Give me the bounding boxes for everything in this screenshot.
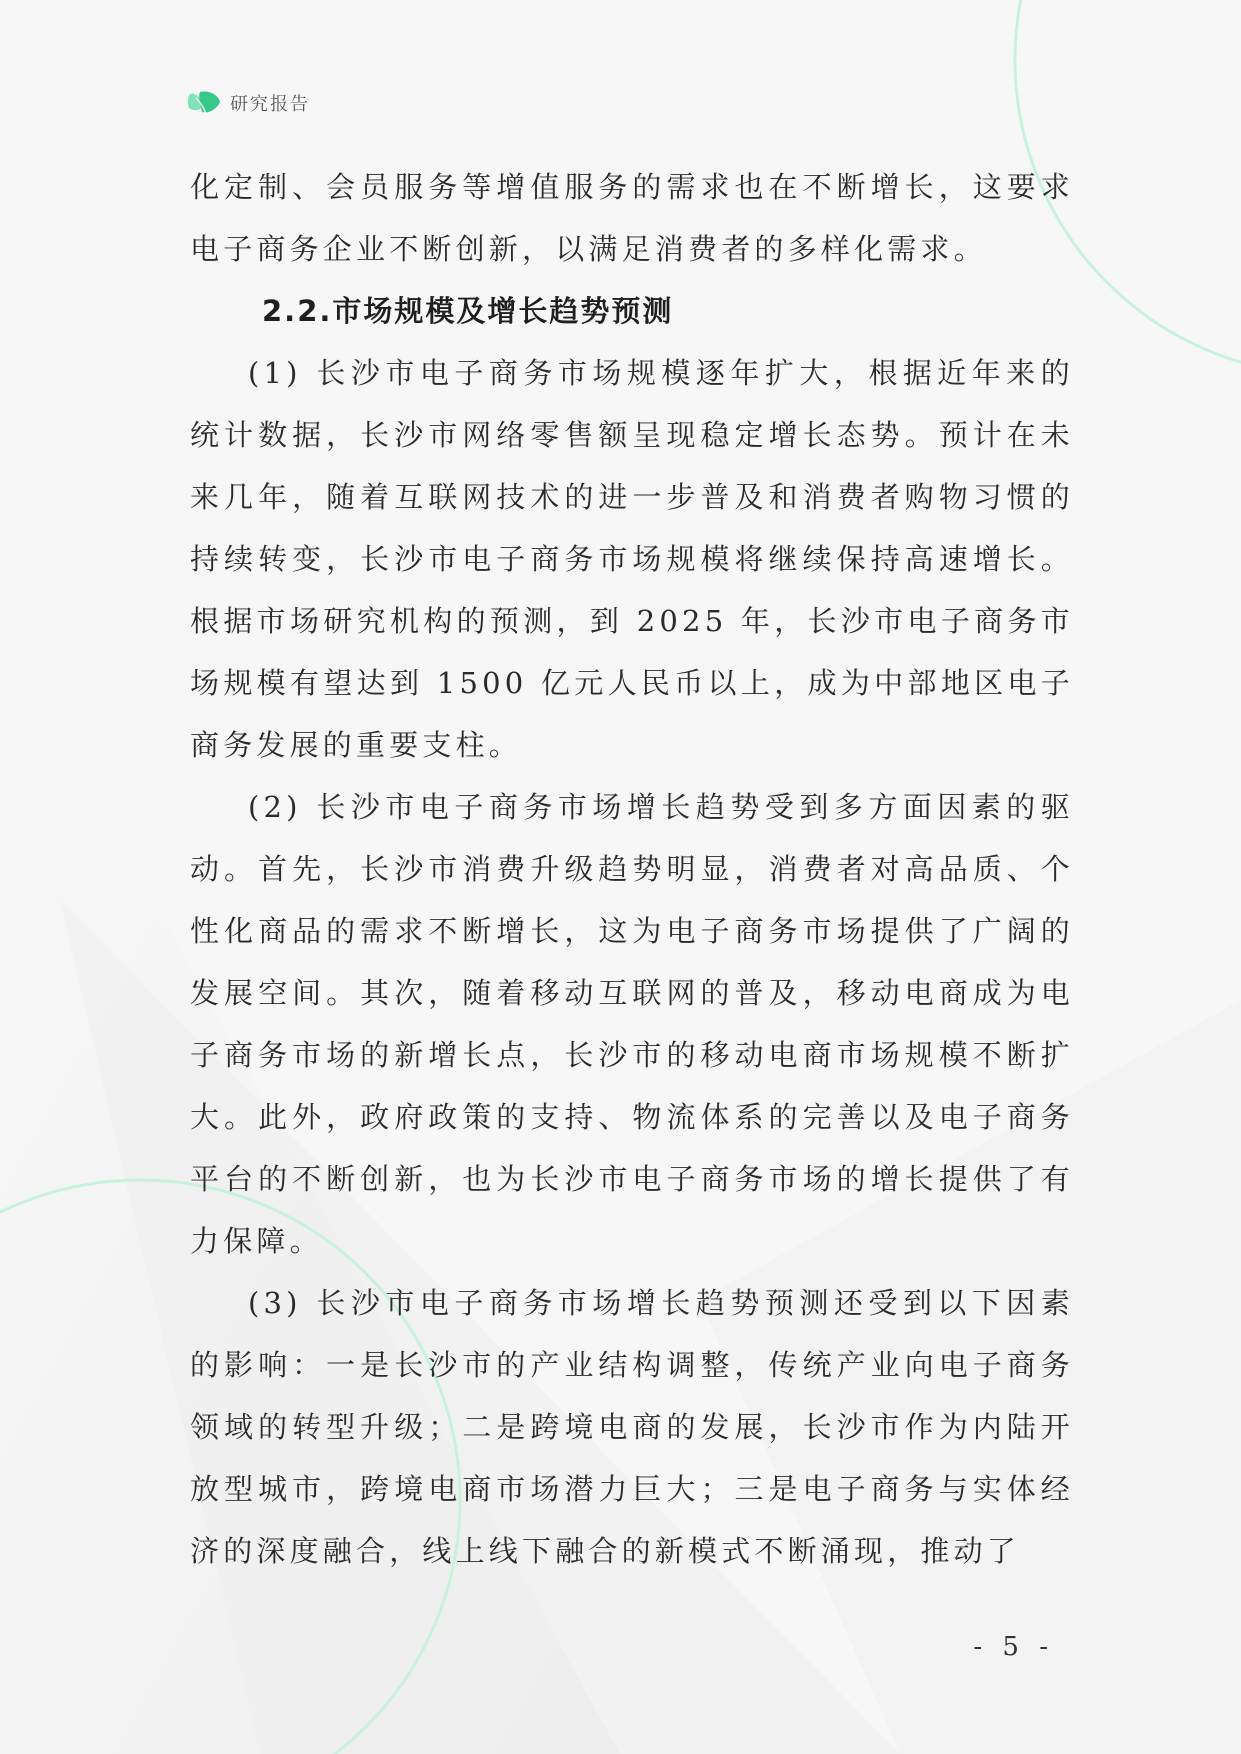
paragraph-3: (3) 长沙市电子商务市场增长趋势预测还受到以下因素的影响：一是长沙市的产业结构调整，传统产业向电子商务领域的转型升级；二是跨境电商的发展，长沙市作为内陆开放型城市，跨境电商市场潜力巨大；三是电子商务与实体经济的深度融合，线上线下融合的新模式不断涌现，推动了 (190, 1286, 1074, 1568)
page-number: - 5 - (973, 1632, 1054, 1662)
green-leaf-logo-icon (186, 88, 222, 118)
section-heading: 2.2.市场规模及增长趋势预测 (262, 294, 674, 328)
paragraph-1: (1) 长沙市电子商务市场规模逐年扩大，根据近年来的统计数据，长沙市网络零售额呈现稳定增长态势。预计在未来几年，随着互联网技术的进一步普及和消费者购物习惯的持续转变，长沙市电子商务市场规模将继续保持高速增长。根据市场研究机构的预测，到 2025 年，长沙市电子商务市场规模有望达到 1500 亿元人民币以上，成为中部地区电子商务发展的重要支柱。 (190, 356, 1074, 762)
report-header-label: 研究报告 (230, 94, 310, 115)
report-header (186, 88, 310, 118)
continuation-paragraph: 化定制、会员服务等增值服务的需求也在不断增长，这要求电子商务企业不断创新，以满足消费者的多样化需求。 (190, 170, 1074, 266)
page-body (190, 156, 1074, 1582)
paragraph-2: (2) 长沙市电子商务市场增长趋势受到多方面因素的驱动。首先，长沙市消费升级趋势明显，消费者对高品质、个性化商品的需求不断增长，这为电子商务市场提供了广阔的发展空间。其次，随着移动互联网的普及，移动电商成为电子商务市场的新增长点，长沙市的移动电商市场规模不断扩大。此外，政府政策的支持、物流体系的完善以及电子商务平台的不断创新，也为长沙市电子商务市场的增长提供了有力保障。 (190, 790, 1074, 1258)
